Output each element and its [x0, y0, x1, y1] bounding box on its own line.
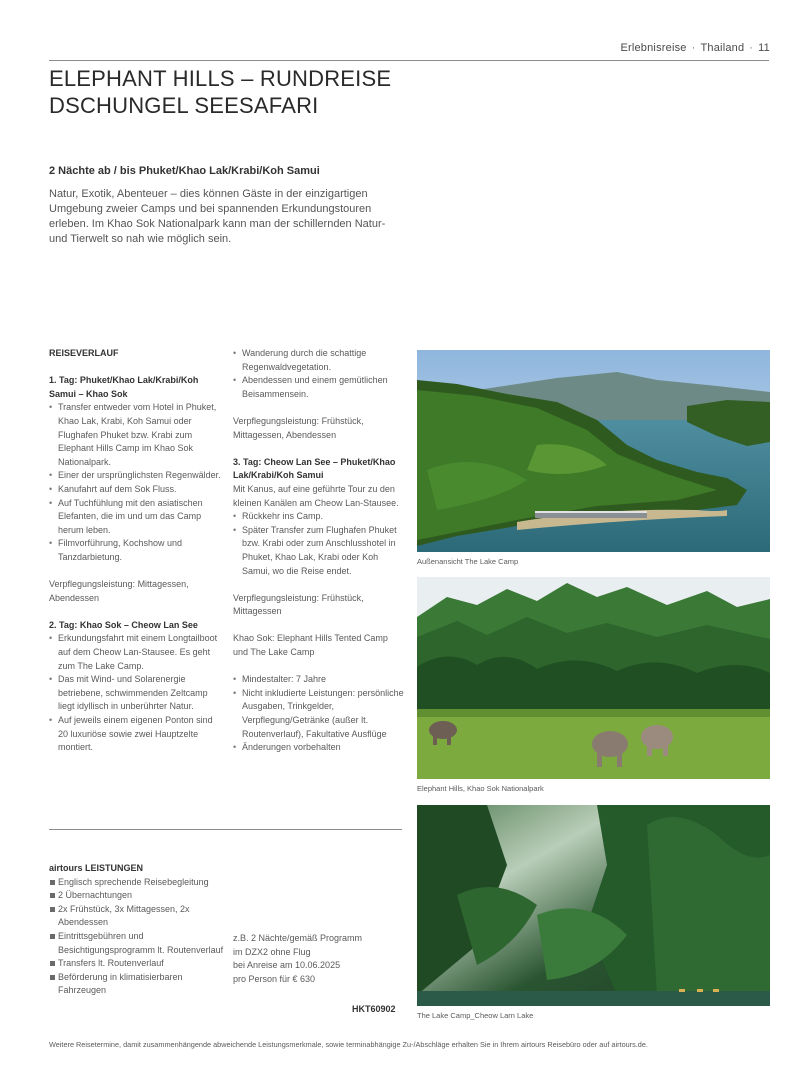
section-divider: [49, 829, 402, 830]
list-item: • Später Transfer zum Flughafen Phuket bzw. Krabi oder zum Anschlusshotel in Phuket, Khao Lak, Krabi oder Koh Samui, wo die Reise endet.: [233, 524, 405, 578]
list-item: • Abendessen und einem gemütlichen Beisammensein.: [233, 374, 405, 401]
offer-line: z.B. 2 Nächte/gemäß Programm: [233, 933, 363, 943]
list-item: • Filmvorführung, Kochshow und Tanzdarbietung.: [49, 537, 224, 564]
photo-caption: Elephant Hills, Khao Sok Nationalpark: [417, 784, 544, 793]
day3-list: [233, 510, 405, 578]
photo-caption: Außenansicht The Lake Camp: [417, 557, 519, 566]
day2-title: 2. Tag: Khao Sok – Cheow Lan See: [49, 619, 198, 630]
services-heading: airtours LEISTUNGEN: [49, 863, 144, 873]
list-item: Eintrittsgebühren und Besichtigungsprogramm lt. Routenverlauf: [49, 930, 224, 957]
tour-subtitle: 2 Nächte ab / bis Phuket/Khao Lak/Krabi/Koh Samui: [49, 165, 320, 177]
list-item: • Erkundungsfahrt mit einem Longtailboot auf dem Cheow Lan-Stausee. Es geht zum The Lake Camp.: [49, 632, 224, 673]
intro-paragraph: Natur, Exotik, Abenteuer – dies können Gäste in der einzigartigen Umgebung zweier Camps und bei spannenden Erkundungstouren erleben. Im Khao Sok Nationalpark kann man der schillernden Natur- und Tierwelt so nah wie möglich sein.: [49, 188, 386, 245]
day3-text: Mit Kanus, auf eine geführte Tour zu den kleinen Kanälen am Cheow Lan-Stausee.: [233, 483, 399, 508]
offer-line: bei Anreise am 10.06.2025: [233, 960, 341, 971]
list-item: 2 Übernachtungen: [49, 889, 224, 903]
day3-meals: Verpflegungsleistung: Frühstück, Mittagessen: [233, 592, 364, 617]
services-box: [49, 862, 224, 998]
day2-meals: Verpflegungsleistung: Frühstück, Mittagessen, Abendessen: [233, 415, 364, 440]
list-item: • Auf jeweils einem eigenen Ponton sind 20 luxuriöse sowie zwei Hauptzelte montiert.: [49, 714, 224, 755]
header-separator: ·: [691, 42, 696, 54]
offer-line: im DZX2 ohne Flug: [233, 946, 311, 957]
header-country: Thailand: [700, 42, 745, 54]
list-item: Transfers lt. Routenverlauf: [49, 957, 224, 971]
header-separator: ·: [749, 42, 754, 54]
hotels-text: Khao Sok: Elephant Hills Tented Camp und The Lake Camp: [233, 633, 388, 658]
header-section: Erlebnisreise: [620, 42, 687, 54]
list-item: • Transfer entweder vom Hotel in Phuket, Khao Lak, Krabi, Koh Samui oder Flughafen Phuket bzw. Krabi zum Elephant Hills Camp im Khao Sok Nationalpark.: [49, 401, 224, 469]
itinerary-heading: REISEVERLAUF: [49, 348, 119, 358]
photo-elephants: [417, 577, 770, 779]
booking-code: HKT60902: [352, 1004, 396, 1014]
page-number: 11: [758, 42, 770, 54]
header-rule: [49, 60, 769, 61]
list-item: • Änderungen vorbehalten: [233, 741, 405, 755]
day2-list: [49, 632, 224, 754]
list-item: • Einer der ursprünglichsten Regenwälder.: [49, 469, 224, 483]
notes-list: [233, 673, 405, 755]
footer-note: Weitere Reisetermine, damit zusammenhängende abweichende Leistungsmerkmale, sowie terminabhängige Zu-/Abschläge erhalten Sie in Ihrem airtours Reisebüro oder auf airtours.de.: [49, 1040, 648, 1049]
day3-title: 3. Tag: Cheow Lan See – Phuket/Khao Lak/Krabi/Koh Samui: [233, 456, 396, 481]
title-line-2: DSCHUNGEL SEESAFARI: [49, 93, 319, 118]
itinerary-column-1: [49, 347, 224, 755]
list-item: • Wanderung durch die schattige Regenwaldvegetation.: [233, 347, 405, 374]
list-item: • Auf Tuchfühlung mit den asiatischen Elefanten, die im und um das Camp herum leben.: [49, 497, 224, 538]
list-item: • Nicht inkludierte Leistungen: persönliche Ausgaben, Trinkgelder, Verpflegung/Getränke (außer lt. Routenverlauf), Fakultative Ausflüge: [233, 687, 405, 741]
photo-lake-camp: [417, 350, 770, 552]
running-header: [620, 42, 770, 54]
day1-title: 1. Tag: Phuket/Khao Lak/Krabi/Koh Samui – Khao Sok: [49, 375, 199, 399]
list-item: • Rückkehr ins Camp.: [233, 510, 405, 524]
list-item: • Kanufahrt auf dem Sok Fluss.: [49, 483, 224, 497]
list-item: 2x Frühstück, 3x Mittagessen, 2x Abendessen: [49, 903, 224, 930]
day2-list-continued: [233, 347, 405, 401]
day1-list: [49, 401, 224, 564]
photo-caption: The Lake Camp_Cheow Larn Lake: [417, 1011, 534, 1020]
list-item: • Das mit Wind- und Solarenergie betriebene, schwimmenden Zeltcamp liegt idyllisch in unberührter Natur.: [49, 673, 224, 714]
price-offer: [233, 932, 405, 986]
list-item: • Mindestalter: 7 Jahre: [233, 673, 405, 687]
day1-meals: Verpflegungsleistung: Mittagessen, Abendessen: [49, 579, 189, 603]
itinerary-column-2: [233, 347, 405, 755]
photo-jungle-lake: [417, 805, 770, 1006]
services-list: [49, 876, 224, 998]
list-item: Beförderung in klimatisierbaren Fahrzeugen: [49, 971, 224, 998]
title-line-1: ELEPHANT HILLS – RUNDREISE: [49, 66, 392, 91]
page-title: [49, 65, 391, 119]
offer-price: pro Person für € 630: [233, 973, 316, 984]
list-item: Englisch sprechende Reisebegleitung: [49, 876, 224, 890]
